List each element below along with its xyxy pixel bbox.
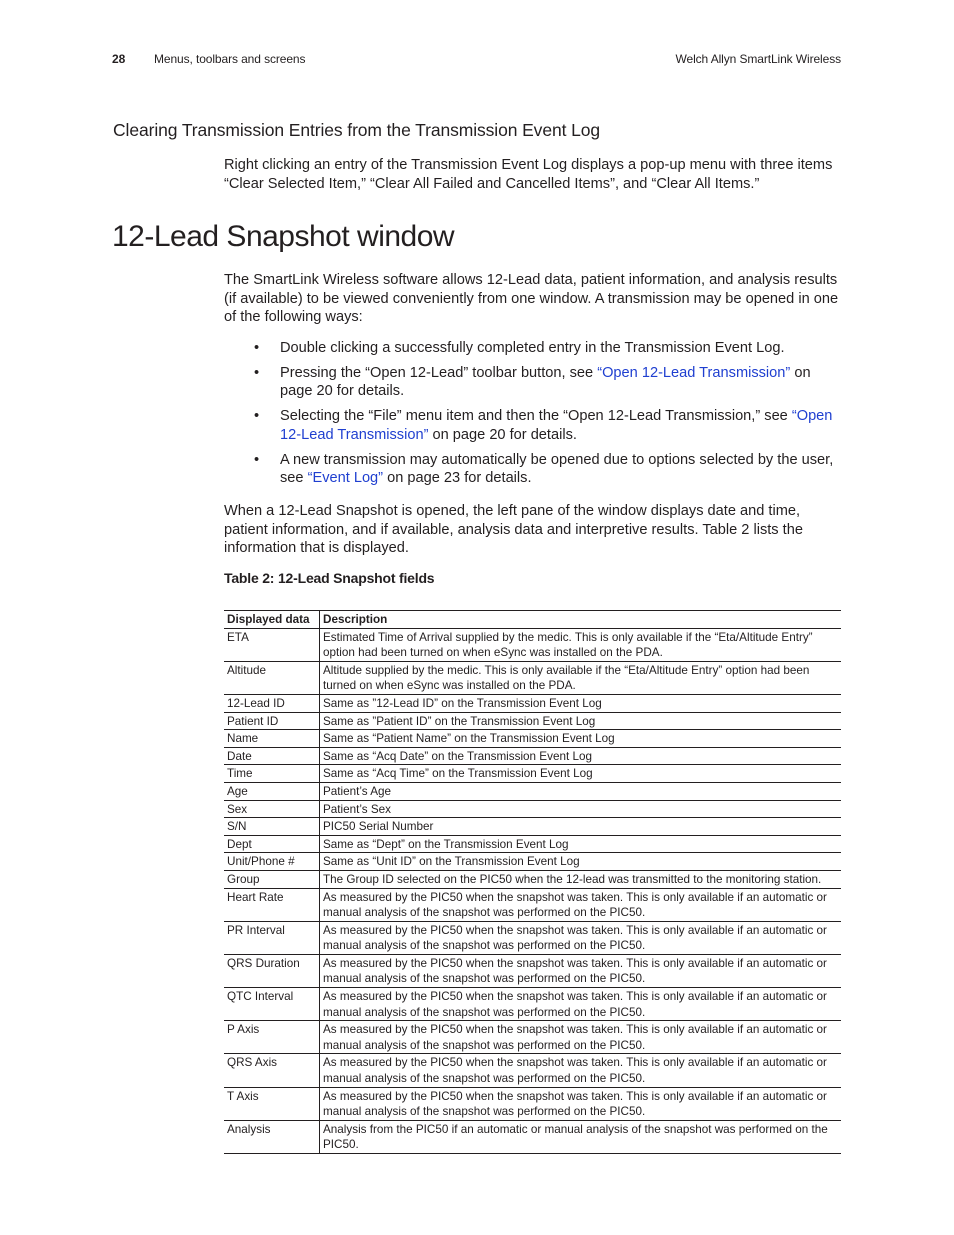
bullet-icon: •	[254, 451, 260, 468]
bullet-icon: •	[254, 340, 260, 356]
description-cell: Altitude supplied by the medic. This is only available if the “Eta/Altitude Entry” option had been turned on when eSync was installed on the PDA.	[320, 661, 842, 694]
table-caption: Table 2: 12-Lead Snapshot fields	[224, 570, 435, 586]
description-cell: Patient’s Age	[320, 782, 842, 800]
table-row	[224, 712, 841, 730]
displayed-data-cell: Sex	[224, 800, 320, 818]
displayed-data-cell: Group	[224, 870, 320, 888]
description-cell: As measured by the PIC50 when the snapshot was taken. This is only available if an automatic or manual analysis of the snapshot was performed on the PIC50.	[320, 988, 842, 1021]
table-row	[224, 747, 841, 765]
bullet-icon: •	[254, 364, 260, 381]
page-number: 28	[112, 52, 126, 66]
table-row	[224, 800, 841, 818]
table-row	[224, 628, 841, 661]
header-section-title: Menus, toolbars and screens	[154, 52, 306, 66]
snapshot-description-paragraph: When a 12-Lead Snapshot is opened, the left pane of the window displays date and time, patient information, and if available, analysis data and interpretive results. Table 2 lists the information that is displayed.	[224, 503, 803, 557]
description-cell: Same as “Dept” on the Transmission Event Log	[320, 835, 842, 853]
table-body	[224, 628, 841, 1153]
description-cell: As measured by the PIC50 when the snapshot was taken. This is only available if an automatic or manual analysis of the snapshot was performed on the PIC50.	[320, 1087, 842, 1120]
list-item-text: on page 23 for details.	[383, 470, 532, 487]
list-item-text: Double clicking a successfully completed entry in the Transmission Event Log.	[280, 340, 785, 356]
column-header-description: Description	[320, 611, 842, 629]
description-cell: Same as ”Patient ID” on the Transmission Event Log	[320, 712, 842, 730]
event-log-link[interactable]: “Event Log”	[307, 470, 384, 487]
table-row	[224, 818, 841, 836]
table-header-row	[224, 611, 841, 629]
displayed-data-cell: ETA	[224, 628, 320, 661]
snapshot-heading: 12-Lead Snapshot window	[112, 220, 455, 253]
list-item	[224, 364, 844, 401]
table-row	[224, 782, 841, 800]
displayed-data-cell: PR Interval	[224, 921, 320, 954]
description-cell: Same as ”12-Lead ID” on the Transmission Event Log	[320, 694, 842, 712]
description-cell: As measured by the PIC50 when the snapshot was taken. This is only available if an automatic or manual analysis of the snapshot was performed on the PIC50.	[320, 954, 842, 987]
description-cell: As measured by the PIC50 when the snapshot was taken. This is only available if an automatic or manual analysis of the snapshot was performed on the PIC50.	[320, 1021, 842, 1054]
description-cell: Patient’s Sex	[320, 800, 842, 818]
description-cell: Same as “Acq Time” on the Transmission Event Log	[320, 765, 842, 783]
displayed-data-cell: 12-Lead ID	[224, 694, 320, 712]
list-item	[224, 339, 844, 358]
list-item-text: Pressing the “Open 12-Lead” toolbar button, see	[280, 364, 598, 381]
open-methods-list	[224, 339, 844, 494]
displayed-data-cell: Time	[224, 765, 320, 783]
clearing-heading: Clearing Transmission Entries from the Transmission Event Log	[113, 120, 601, 140]
table-row	[224, 870, 841, 888]
table-row	[224, 835, 841, 853]
description-cell: Same as “Unit ID” on the Transmission Event Log	[320, 853, 842, 871]
description-cell: Estimated Time of Arrival supplied by the medic. This is only available if the “Eta/Altitude Entry” option had been turned on when eSync was installed on the PDA.	[320, 628, 842, 661]
description-cell: The Group ID selected on the PIC50 when the 12-lead was transmitted to the monitoring station.	[320, 870, 842, 888]
displayed-data-cell: Heart Rate	[224, 888, 320, 921]
displayed-data-cell: S/N	[224, 818, 320, 836]
table-row	[224, 1054, 841, 1087]
open-12-lead-link[interactable]: “Open 12-Lead Transmission”	[280, 408, 833, 443]
displayed-data-cell: QTC Interval	[224, 988, 320, 1021]
displayed-data-cell: P Axis	[224, 1021, 320, 1054]
table-row	[224, 661, 841, 694]
displayed-data-cell: Dept	[224, 835, 320, 853]
displayed-data-cell: Age	[224, 782, 320, 800]
table-row	[224, 988, 841, 1021]
description-cell: As measured by the PIC50 when the snapshot was taken. This is only available if an automatic or manual analysis of the snapshot was performed on the PIC50.	[320, 1054, 842, 1087]
list-item	[224, 407, 844, 444]
displayed-data-cell: QRS Axis	[224, 1054, 320, 1087]
description-cell: Analysis from the PIC50 if an automatic or manual analysis of the snapshot was performed on the PIC50.	[320, 1120, 842, 1153]
displayed-data-cell: Date	[224, 747, 320, 765]
displayed-data-cell: Name	[224, 730, 320, 748]
table-row	[224, 1087, 841, 1120]
snapshot-fields-table	[224, 610, 841, 1154]
displayed-data-cell: Patient ID	[224, 712, 320, 730]
table-row	[224, 694, 841, 712]
table-row	[224, 1021, 841, 1054]
table-row	[224, 888, 841, 921]
displayed-data-cell: T Axis	[224, 1087, 320, 1120]
description-cell: As measured by the PIC50 when the snapshot was taken. This is only available if an automatic or manual analysis of the snapshot was performed on the PIC50.	[320, 888, 842, 921]
displayed-data-cell: QRS Duration	[224, 954, 320, 987]
list-item	[224, 451, 844, 488]
table-row	[224, 765, 841, 783]
clearing-paragraph: Right clicking an entry of the Transmission Event Log displays a pop-up menu with three items “Clear Selected Item,” “Clear All Failed and Cancelled Items”, and “Clear All Items.”	[224, 157, 833, 192]
list-item-text: A new transmission may automatically be opened due to options selected by the user, see	[280, 451, 834, 487]
description-cell: PIC50 Serial Number	[320, 818, 842, 836]
table-row	[224, 954, 841, 987]
displayed-data-cell: Altitude	[224, 661, 320, 694]
displayed-data-cell: Unit/Phone #	[224, 853, 320, 871]
list-item-text: Selecting the “File” menu item and then the “Open 12-Lead Transmission,” see	[280, 408, 792, 425]
snapshot-intro-paragraph: The SmartLink Wireless software allows 12-Lead data, patient information, and analysis results (if available) to be viewed conveniently from one window. A transmission may be opened in one of the following ways:	[224, 272, 839, 326]
list-item-text: on page 20 for details.	[280, 364, 811, 400]
table-row	[224, 730, 841, 748]
column-header-displayed-data: Displayed data	[224, 611, 320, 629]
description-cell: Same as “Patient Name” on the Transmission Event Log	[320, 730, 842, 748]
description-cell: Same as “Acq Date” on the Transmission Event Log	[320, 747, 842, 765]
header-document-title: Welch Allyn SmartLink Wireless	[675, 52, 841, 66]
open-12-lead-link[interactable]: “Open 12-Lead Transmission”	[597, 364, 791, 381]
bullet-icon: •	[254, 408, 260, 425]
list-item-text: on page 20 for details.	[428, 426, 577, 443]
displayed-data-cell: Analysis	[224, 1120, 320, 1153]
description-cell: As measured by the PIC50 when the snapshot was taken. This is only available if an automatic or manual analysis of the snapshot was performed on the PIC50.	[320, 921, 842, 954]
table-row	[224, 921, 841, 954]
table-row	[224, 1120, 841, 1153]
table-row	[224, 853, 841, 871]
